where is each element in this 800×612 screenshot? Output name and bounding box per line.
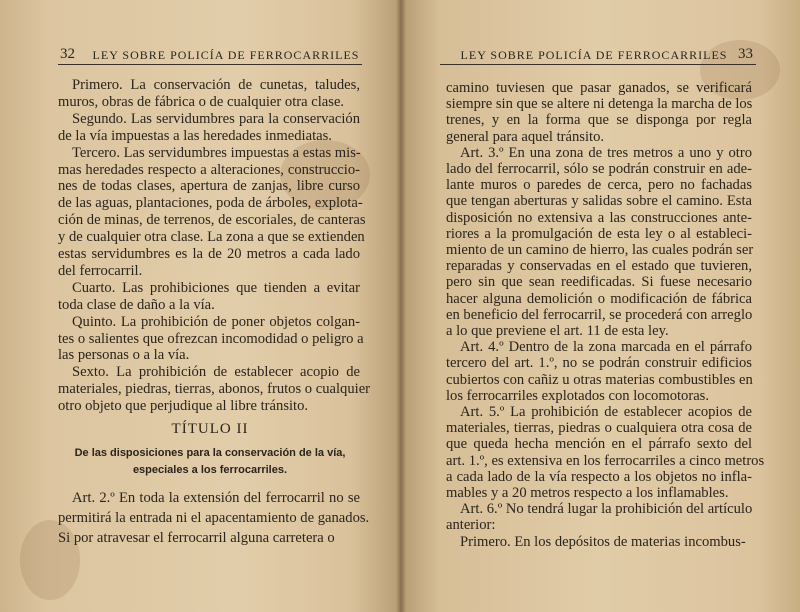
text-line: tercero del art. 1.º, no se podrán construir edificios [446, 355, 752, 372]
text-line: Quinto. La prohibición de poner objetos colgan- [72, 313, 360, 330]
text-line: a lo que previene el art. 11 de esta ley. [446, 323, 669, 339]
text-line: de las aguas, plantaciones, poda de árboles, explota- [58, 195, 363, 212]
text-line: en beneficio del ferrocarril, se procederá con arreglo [446, 306, 753, 323]
text-line: toda clase de daño a la vía. [58, 296, 215, 313]
text-line: del ferrocarril. [58, 262, 143, 279]
text-line: que tengan aberturas y salidas sobre el camino. Esta [446, 193, 752, 210]
text-line: riores a la promulgación de esta ley o al estableci- [446, 225, 752, 242]
text-line: otro objeto que perjudique al libre tránsito. [58, 398, 309, 415]
text-line: materiales, tierras, piedras o cualquiera otra cosa de [446, 420, 752, 437]
text-line: los ferrocarriles explotados con locomotoras. [446, 387, 710, 404]
text-line: general para aquel tránsito. [446, 128, 605, 145]
text-line: trenes, y en la forma que se disponga por regla [446, 112, 752, 129]
text-line: Cuarto. Las prohibiciones que tienden a evitar [72, 279, 360, 296]
right-page [400, 0, 800, 612]
text-line: y de cualquier otra clase. La zona a que se extienden [58, 229, 365, 246]
text-line: mas heredades respecto a alteraciones, construccio- [58, 161, 360, 178]
text-line: ción de minas, de terrenos, de escoriales, de canteras [58, 212, 366, 229]
text-line: Sexto. La prohibición de establecer acopio de [72, 364, 360, 381]
running-header: LEY SOBRE POLICÍA DE FERROCARRILES [92, 48, 360, 62]
section-title: TÍTULO II [171, 421, 249, 437]
text-line: las personas o a la vía. [58, 347, 190, 364]
text-line: muros, obras de fábrica o de cualquier otra clase. [58, 93, 345, 110]
text-line: Art. 6.º No tendrá lugar la prohibición del artículo [460, 501, 753, 518]
text-line: reparadas y conservadas en el estado que tuvieren, [446, 258, 752, 275]
text-line: camino tuviesen que pasar ganados, se verificará [446, 80, 752, 96]
text-line: cubiertos con cañiz u otras materias combustibles en [446, 371, 753, 388]
header-rule [58, 64, 362, 65]
text-line: pero sin que sean reedificadas. Si fuese necesario [446, 274, 752, 291]
text-line: nes de todas clases, apertura de zanjas, libre curso [58, 178, 360, 195]
text-line: que queda hecha mención en el párrafo sexto del [446, 436, 752, 453]
text-line: Art. 5.º La prohibición de establecer acopios de [460, 404, 752, 420]
text-line: disposición no extensiva a las construcciones ante- [446, 209, 752, 226]
page-number: 32 [60, 46, 75, 62]
text-line: miento de un camino de hierro, las cuales podrán ser [446, 242, 754, 258]
text-line: materiales, piedras, tierras, abonos, frutos o cualquier [58, 381, 371, 398]
text-line: a cada lado de la vía respecto a los objetos no infla- [446, 468, 752, 485]
text-line: permitirá la entrada ni el apacentamiento de ganados. [58, 510, 370, 526]
text-line: Tercero. Las servidumbres impuestas a estas mis- [72, 144, 361, 161]
text-line: Si por atravesar el ferrocarril alguna carretera o [58, 530, 335, 546]
page-number: 33 [738, 46, 753, 62]
text-line: de la vía impuestas a las heredades inmediatas. [58, 127, 332, 144]
text-line: mables y a 20 metros respecto a los inflamables. [446, 485, 729, 501]
text-line: Segundo. Las servidumbres para la conservación [72, 110, 360, 127]
text-line: hacer alguna demolición o modificación de fábrica [446, 290, 752, 307]
book-gutter [396, 0, 406, 612]
text-line: Art. 2.º En toda la extensión del ferrocarril no se [72, 490, 360, 506]
text-line: anterior: [446, 517, 496, 534]
running-header: LEY SOBRE POLICÍA DE FERROCARRILES [460, 48, 728, 62]
text-line: lante muros o paredes de cerca, pero no fachadas [446, 177, 752, 194]
section-subtitle-line-1: De las disposiciones para la conservación de la vía, [74, 447, 346, 459]
text-line: Primero. La conservación de cunetas, taludes, [72, 77, 360, 93]
text-line: estas servidumbres es la de 20 metros a cada lado [58, 246, 360, 262]
text-line: Art. 4.º Dentro de la zona marcada en el párrafo [460, 339, 752, 356]
text-line: siempre sin que se altere ni detenga la marcha de los [446, 96, 753, 113]
section-subtitle-line-2: especiales a los ferrocarriles. [132, 464, 288, 476]
text-line: Art. 3.º En una zona de tres metros a uno y otro [460, 144, 752, 161]
text-line: Primero. En los depósitos de materias incombus- [460, 533, 746, 550]
text-line: lado del ferrocarril, sólo se podrán construir en ade- [446, 161, 752, 177]
text-line: art. 1.º, es extensiva en los ferrocarriles a cinco metros [446, 452, 765, 469]
text-line: tes o salientes que ofrezcan incomodidad o peligro a [58, 330, 364, 347]
header-rule [440, 64, 756, 65]
